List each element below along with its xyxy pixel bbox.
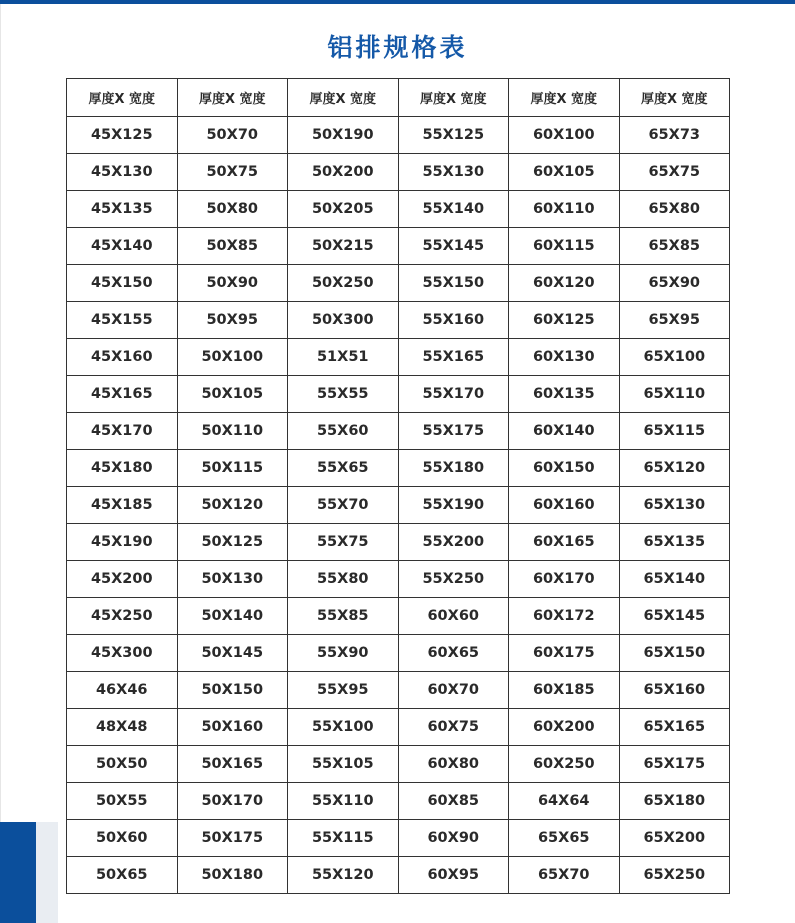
table-row: [67, 598, 730, 635]
spec-cell: 60X172: [509, 598, 620, 635]
spec-cell: 50X110: [177, 413, 288, 450]
spec-cell: 65X130: [619, 487, 730, 524]
table-row: [67, 117, 730, 154]
spec-cell: 65X150: [619, 635, 730, 672]
spec-cell: 50X205: [288, 191, 399, 228]
spec-cell: 65X115: [619, 413, 730, 450]
spec-cell: 50X140: [177, 598, 288, 635]
spec-cell: 55X190: [398, 487, 509, 524]
spec-cell: 55X125: [398, 117, 509, 154]
corner-accent-block: [0, 822, 36, 923]
spec-cell: 60X105: [509, 154, 620, 191]
spec-cell: 60X175: [509, 635, 620, 672]
spec-cell: 55X65: [288, 450, 399, 487]
spec-cell: 55X60: [288, 413, 399, 450]
spec-cell: 45X300: [67, 635, 178, 672]
top-accent-bar: [0, 0, 795, 4]
spec-cell: 50X300: [288, 302, 399, 339]
spec-cell: 55X130: [398, 154, 509, 191]
spec-cell: 50X105: [177, 376, 288, 413]
spec-cell: 65X120: [619, 450, 730, 487]
spec-cell: 45X130: [67, 154, 178, 191]
spec-cell: 50X190: [288, 117, 399, 154]
spec-cell: 55X80: [288, 561, 399, 598]
spec-cell: 55X85: [288, 598, 399, 635]
spec-cell: 50X180: [177, 857, 288, 894]
spec-cell: 45X170: [67, 413, 178, 450]
spec-cell: 60X60: [398, 598, 509, 635]
spec-cell: 60X130: [509, 339, 620, 376]
spec-cell: 50X90: [177, 265, 288, 302]
table-row: [67, 635, 730, 672]
table-row: [67, 450, 730, 487]
table-row: [67, 561, 730, 598]
column-header: 厚度X 宽度: [67, 79, 178, 117]
table-row: [67, 154, 730, 191]
spec-cell: 55X180: [398, 450, 509, 487]
spec-cell: 55X250: [398, 561, 509, 598]
spec-cell: 65X140: [619, 561, 730, 598]
spec-cell: 50X150: [177, 672, 288, 709]
spec-cell: 55X55: [288, 376, 399, 413]
spec-cell: 60X85: [398, 783, 509, 820]
spec-cell: 45X165: [67, 376, 178, 413]
spec-cell: 60X140: [509, 413, 620, 450]
table-row: [67, 265, 730, 302]
spec-cell: 60X120: [509, 265, 620, 302]
spec-cell: 64X64: [509, 783, 620, 820]
spec-cell: 45X125: [67, 117, 178, 154]
table-row: [67, 857, 730, 894]
spec-cell: 55X200: [398, 524, 509, 561]
spec-cell: 45X160: [67, 339, 178, 376]
table-row: [67, 783, 730, 820]
left-edge-rule: [0, 4, 1, 923]
spec-cell: 60X125: [509, 302, 620, 339]
spec-cell: 48X48: [67, 709, 178, 746]
spec-cell: 65X180: [619, 783, 730, 820]
column-header: 厚度X 宽度: [398, 79, 509, 117]
spec-cell: 45X150: [67, 265, 178, 302]
table-row: [67, 376, 730, 413]
spec-cell: 60X80: [398, 746, 509, 783]
spec-cell: 55X75: [288, 524, 399, 561]
spec-cell: 50X170: [177, 783, 288, 820]
column-header: 厚度X 宽度: [509, 79, 620, 117]
spec-cell: 55X170: [398, 376, 509, 413]
table-row: [67, 746, 730, 783]
spec-cell: 50X65: [67, 857, 178, 894]
spec-cell: 50X130: [177, 561, 288, 598]
table-row: [67, 191, 730, 228]
spec-cell: 50X145: [177, 635, 288, 672]
spec-cell: 45X250: [67, 598, 178, 635]
spec-cell: 45X190: [67, 524, 178, 561]
table-row: [67, 413, 730, 450]
spec-cell: 55X150: [398, 265, 509, 302]
column-header: 厚度X 宽度: [288, 79, 399, 117]
spec-cell: 55X160: [398, 302, 509, 339]
spec-cell: 50X95: [177, 302, 288, 339]
spec-cell: 65X110: [619, 376, 730, 413]
spec-cell: 45X135: [67, 191, 178, 228]
column-header: 厚度X 宽度: [619, 79, 730, 117]
spec-cell: 65X95: [619, 302, 730, 339]
spec-cell: 65X65: [509, 820, 620, 857]
spec-cell: 55X90: [288, 635, 399, 672]
spec-cell: 50X115: [177, 450, 288, 487]
spec-cell: 65X85: [619, 228, 730, 265]
spec-cell: 65X160: [619, 672, 730, 709]
spec-cell: 60X115: [509, 228, 620, 265]
spec-cell: 60X160: [509, 487, 620, 524]
spec-table: [66, 78, 730, 894]
spec-cell: 45X155: [67, 302, 178, 339]
table-row: [67, 524, 730, 561]
table-body: [67, 117, 730, 894]
spec-cell: 45X140: [67, 228, 178, 265]
page-title: 铝排规格表: [327, 33, 468, 62]
table-row: [67, 487, 730, 524]
table-row: [67, 672, 730, 709]
table-row: [67, 302, 730, 339]
spec-cell: 55X110: [288, 783, 399, 820]
spec-cell: 50X160: [177, 709, 288, 746]
table-row: [67, 228, 730, 265]
spec-cell: 60X70: [398, 672, 509, 709]
spec-cell: 65X250: [619, 857, 730, 894]
spec-cell: 50X75: [177, 154, 288, 191]
spec-cell: 65X80: [619, 191, 730, 228]
spec-cell: 50X175: [177, 820, 288, 857]
spec-cell: 50X120: [177, 487, 288, 524]
spec-cell: 60X95: [398, 857, 509, 894]
corner-accent-block-light: [36, 822, 58, 923]
spec-cell: 65X90: [619, 265, 730, 302]
spec-cell: 60X65: [398, 635, 509, 672]
spec-cell: 65X70: [509, 857, 620, 894]
spec-cell: 50X50: [67, 746, 178, 783]
spec-cell: 45X200: [67, 561, 178, 598]
table-row: [67, 709, 730, 746]
spec-cell: 60X100: [509, 117, 620, 154]
spec-cell: 50X215: [288, 228, 399, 265]
spec-cell: 65X145: [619, 598, 730, 635]
spec-cell: 65X175: [619, 746, 730, 783]
spec-cell: 50X55: [67, 783, 178, 820]
spec-cell: 60X135: [509, 376, 620, 413]
spec-cell: 60X185: [509, 672, 620, 709]
spec-cell: 55X95: [288, 672, 399, 709]
spec-cell: 46X46: [67, 672, 178, 709]
spec-cell: 60X250: [509, 746, 620, 783]
spec-cell: 55X115: [288, 820, 399, 857]
spec-cell: 65X200: [619, 820, 730, 857]
spec-cell: 55X175: [398, 413, 509, 450]
spec-cell: 65X75: [619, 154, 730, 191]
column-header: 厚度X 宽度: [177, 79, 288, 117]
spec-cell: 55X120: [288, 857, 399, 894]
spec-cell: 50X125: [177, 524, 288, 561]
table-row: [67, 339, 730, 376]
header-row: [67, 79, 730, 117]
spec-cell: 55X165: [398, 339, 509, 376]
spec-cell: 60X170: [509, 561, 620, 598]
spec-cell: 55X100: [288, 709, 399, 746]
spec-cell: 65X100: [619, 339, 730, 376]
spec-cell: 50X80: [177, 191, 288, 228]
spec-cell: 65X135: [619, 524, 730, 561]
spec-cell: 65X165: [619, 709, 730, 746]
spec-cell: 60X150: [509, 450, 620, 487]
spec-cell: 60X165: [509, 524, 620, 561]
spec-cell: 50X100: [177, 339, 288, 376]
spec-cell: 60X90: [398, 820, 509, 857]
spec-cell: 55X145: [398, 228, 509, 265]
spec-cell: 50X165: [177, 746, 288, 783]
spec-cell: 60X200: [509, 709, 620, 746]
spec-cell: 55X140: [398, 191, 509, 228]
spec-cell: 51X51: [288, 339, 399, 376]
spec-cell: 55X105: [288, 746, 399, 783]
spec-cell: 65X73: [619, 117, 730, 154]
spec-cell: 50X85: [177, 228, 288, 265]
table-row: [67, 820, 730, 857]
spec-cell: 50X60: [67, 820, 178, 857]
spec-cell: 55X70: [288, 487, 399, 524]
spec-cell: 60X75: [398, 709, 509, 746]
spec-cell: 45X185: [67, 487, 178, 524]
spec-cell: 50X200: [288, 154, 399, 191]
spec-cell: 60X110: [509, 191, 620, 228]
spec-cell: 50X70: [177, 117, 288, 154]
spec-cell: 50X250: [288, 265, 399, 302]
spec-cell: 45X180: [67, 450, 178, 487]
